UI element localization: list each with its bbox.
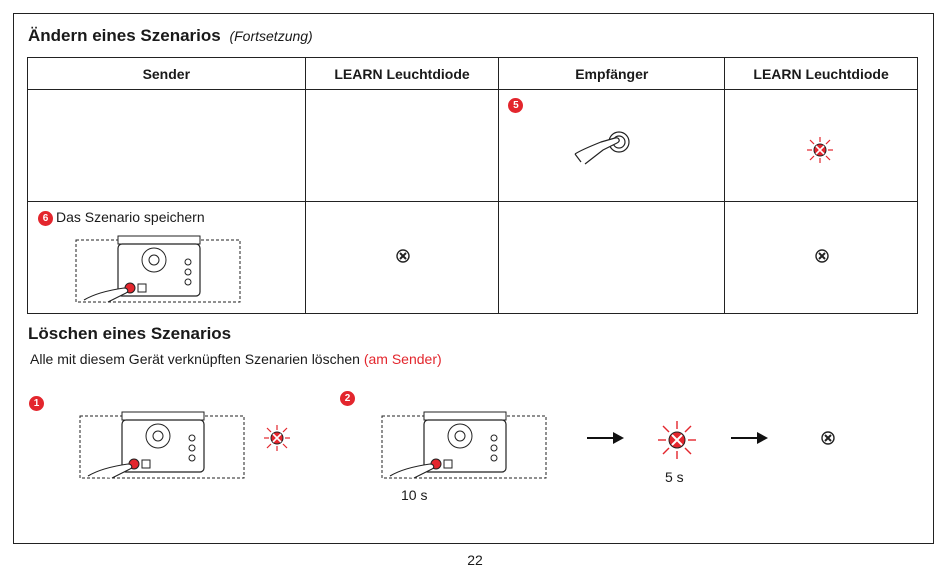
page-number: 22	[467, 552, 483, 568]
step-badge-2: 2	[340, 391, 355, 406]
cell-r2-led1	[305, 202, 499, 314]
cell-r1-receiver	[499, 90, 725, 202]
subtitle-text: Alle mit diesem Gerät verknüpften Szenarien löschen	[30, 351, 360, 367]
arrow-right-icon	[587, 431, 625, 445]
led-off-icon	[821, 431, 835, 445]
page-title	[28, 26, 313, 46]
subtitle-red-text: (am Sender)	[363, 351, 442, 367]
led-blinking-red-icon	[806, 136, 834, 164]
cell-r2-receiver	[499, 202, 725, 314]
step-badge-5: 5	[508, 98, 523, 113]
step-6-text: Das Szenario speichern	[56, 209, 205, 225]
header-learn-led-1: LEARN Leuchtdiode	[305, 58, 499, 90]
section-delete-title: Löschen eines Szenarios	[28, 324, 232, 343]
header-learn-led-2: LEARN Leuchtdiode	[725, 58, 918, 90]
sender-device-icon	[74, 234, 242, 306]
finger-press-button-icon	[571, 126, 635, 170]
title-suffix: (Fortsetzung)	[229, 28, 313, 44]
step-badge-6: 6	[38, 211, 53, 226]
press-duration-label: 10 s	[401, 487, 428, 503]
step-badge-1: 1	[29, 396, 44, 411]
cell-r1-led1	[305, 90, 499, 202]
cell-r2-sender	[28, 202, 306, 314]
cell-r2-led2	[725, 202, 918, 314]
led-off-icon	[815, 249, 829, 263]
led-off-icon	[396, 249, 410, 263]
cell-r1-sender	[28, 90, 306, 202]
scenario-table	[27, 57, 918, 314]
title-text: Ändern eines Szenarios	[28, 26, 221, 45]
led-blinking-red-icon	[263, 424, 291, 452]
section-delete-subtitle	[30, 351, 442, 367]
step-6-label	[38, 209, 205, 226]
cell-r1-led2	[725, 90, 918, 202]
header-sender: Sender	[28, 58, 306, 90]
header-empfaenger: Empfänger	[499, 58, 725, 90]
blink-duration-label: 5 s	[665, 469, 684, 485]
sender-device-icon	[78, 410, 246, 482]
led-blinking-red-icon	[657, 420, 697, 460]
sender-device-icon	[380, 410, 548, 482]
arrow-right-icon	[731, 431, 769, 445]
